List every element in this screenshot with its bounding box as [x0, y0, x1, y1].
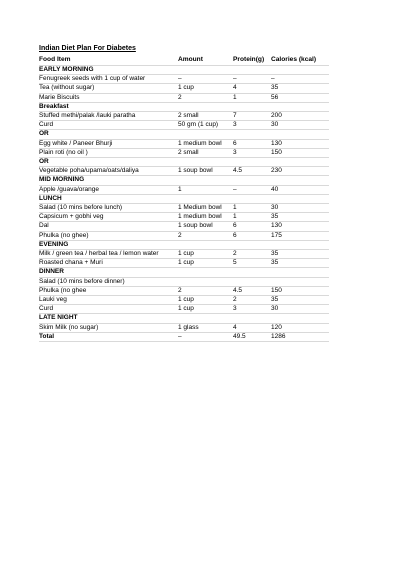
table-row	[39, 213, 329, 222]
protein-cell: 3	[233, 305, 271, 314]
calories-cell: 56	[271, 93, 329, 102]
calories-cell: 30	[271, 305, 329, 314]
calories-cell: 150	[271, 148, 329, 157]
food-item-cell: EARLY MORNING	[39, 66, 178, 75]
calories-cell	[271, 240, 329, 249]
protein-cell: 7	[233, 112, 271, 121]
calories-cell: 30	[271, 121, 329, 130]
table-row	[39, 286, 329, 295]
amount-cell: 1 Medium bowl	[178, 204, 233, 213]
calories-cell	[271, 176, 329, 185]
amount-cell: 1 soup bowl	[178, 167, 233, 176]
amount-cell: 2	[178, 93, 233, 102]
calories-cell: 1286	[271, 332, 329, 341]
column-header-protein: Protein(g)	[233, 56, 271, 66]
table-row	[39, 222, 329, 231]
amount-cell: 1 cup	[178, 250, 233, 259]
amount-cell: 2 small	[178, 148, 233, 157]
food-item-cell: Egg white / Paneer Bhurji	[39, 139, 178, 148]
amount-cell: –	[178, 332, 233, 341]
diet-plan-table-body	[39, 56, 329, 342]
food-item-cell: LATE NIGHT	[39, 314, 178, 323]
food-item-cell: Salad (10 mins before dinner)	[39, 277, 178, 286]
table-row	[39, 231, 329, 240]
protein-cell: –	[233, 75, 271, 84]
amount-cell	[178, 102, 233, 111]
protein-cell: 2	[233, 250, 271, 259]
section-heading-row	[39, 194, 329, 203]
amount-cell	[178, 158, 233, 167]
food-item-cell: Total	[39, 332, 178, 341]
food-item-cell: Marie Biscuits	[39, 93, 178, 102]
food-item-cell: Phulka (no ghee	[39, 286, 178, 295]
protein-cell	[233, 102, 271, 111]
protein-cell	[233, 130, 271, 139]
amount-cell: 1 soup bowl	[178, 222, 233, 231]
protein-cell	[233, 268, 271, 277]
food-item-cell: Apple /guava/orange	[39, 185, 178, 194]
section-heading-row	[39, 268, 329, 277]
amount-cell: 1 cup	[178, 296, 233, 305]
amount-cell	[178, 314, 233, 323]
amount-cell	[178, 194, 233, 203]
food-item-cell: OR	[39, 158, 178, 167]
calories-cell: 35	[271, 84, 329, 93]
food-item-cell: Vegetable poha/upama/oats/daliya	[39, 167, 178, 176]
protein-cell	[233, 158, 271, 167]
amount-cell: 1 cup	[178, 84, 233, 93]
calories-cell: 40	[271, 185, 329, 194]
calories-cell: 30	[271, 204, 329, 213]
total-row	[39, 332, 329, 341]
table-row	[39, 305, 329, 314]
column-header-amount: Amount	[178, 56, 233, 66]
calories-cell: 200	[271, 112, 329, 121]
protein-cell	[233, 314, 271, 323]
calories-cell: 150	[271, 286, 329, 295]
food-item-cell: Capsicum + gobhi veg	[39, 213, 178, 222]
calories-cell: 120	[271, 323, 329, 332]
section-heading-row	[39, 66, 329, 75]
amount-cell	[178, 240, 233, 249]
table-row	[39, 277, 329, 286]
table-row	[39, 93, 329, 102]
table-row	[39, 259, 329, 268]
food-item-cell: Plain roti (no oil )	[39, 148, 178, 157]
section-heading-row	[39, 314, 329, 323]
table-row	[39, 84, 329, 93]
amount-cell: 1 glass	[178, 323, 233, 332]
calories-cell: 175	[271, 231, 329, 240]
protein-cell: 4.5	[233, 167, 271, 176]
food-item-cell: Fenugreek seeds with 1 cup of water	[39, 75, 178, 84]
protein-cell: –	[233, 185, 271, 194]
amount-cell	[178, 277, 233, 286]
table-row	[39, 323, 329, 332]
table-row	[39, 75, 329, 84]
table-header-row	[39, 56, 329, 66]
section-heading-row	[39, 130, 329, 139]
protein-cell: 6	[233, 231, 271, 240]
table-row	[39, 167, 329, 176]
food-item-cell: Milk / green tea / herbal tea / lemon water	[39, 250, 178, 259]
amount-cell: 2	[178, 286, 233, 295]
calories-cell	[271, 66, 329, 75]
protein-cell: 6	[233, 222, 271, 231]
protein-cell: 3	[233, 148, 271, 157]
calories-cell	[271, 314, 329, 323]
table-row	[39, 185, 329, 194]
calories-cell	[271, 268, 329, 277]
amount-cell: 1 cup	[178, 259, 233, 268]
food-item-cell: Skim Milk (no sugar)	[39, 323, 178, 332]
section-heading-row	[39, 158, 329, 167]
table-row	[39, 112, 329, 121]
calories-cell	[271, 158, 329, 167]
amount-cell: 1	[178, 185, 233, 194]
calories-cell: 230	[271, 167, 329, 176]
protein-cell: 4.5	[233, 286, 271, 295]
table-row	[39, 204, 329, 213]
calories-cell: 35	[271, 296, 329, 305]
food-item-cell: Phulka (no ghee)	[39, 231, 178, 240]
table-row	[39, 148, 329, 157]
food-item-cell: EVENING	[39, 240, 178, 249]
food-item-cell: MID MORNING	[39, 176, 178, 185]
food-item-cell: Dal	[39, 222, 178, 231]
protein-cell	[233, 194, 271, 203]
amount-cell: 2	[178, 231, 233, 240]
section-heading-row	[39, 102, 329, 111]
food-item-cell: Curd	[39, 121, 178, 130]
protein-cell: 3	[233, 121, 271, 130]
amount-cell: 2 small	[178, 112, 233, 121]
table-row	[39, 121, 329, 130]
protein-cell: 1	[233, 204, 271, 213]
calories-cell: 35	[271, 213, 329, 222]
food-item-cell: Salad (10 mins before lunch)	[39, 204, 178, 213]
amount-cell: 50 gm (1 cup)	[178, 121, 233, 130]
table-row	[39, 250, 329, 259]
amount-cell: 1 cup	[178, 305, 233, 314]
document-title: Indian Diet Plan For Diabetes	[39, 45, 136, 52]
calories-cell: 130	[271, 222, 329, 231]
food-item-cell: Stuffed methi/palak /lauki paratha	[39, 112, 178, 121]
protein-cell: 4	[233, 323, 271, 332]
calories-cell	[271, 277, 329, 286]
food-item-cell: Curd	[39, 305, 178, 314]
column-header-food-item: Food Item	[39, 56, 178, 66]
amount-cell	[178, 130, 233, 139]
section-heading-row	[39, 240, 329, 249]
calories-cell	[271, 194, 329, 203]
protein-cell: 5	[233, 259, 271, 268]
food-item-cell: Roasted chana + Muri	[39, 259, 178, 268]
food-item-cell: DINNER	[39, 268, 178, 277]
protein-cell: 2	[233, 296, 271, 305]
protein-cell: 1	[233, 93, 271, 102]
protein-cell: 6	[233, 139, 271, 148]
protein-cell	[233, 240, 271, 249]
section-heading-row	[39, 176, 329, 185]
diet-plan-table	[39, 56, 329, 342]
amount-cell: –	[178, 75, 233, 84]
food-item-cell: Tea (without sugar)	[39, 84, 178, 93]
calories-cell: 35	[271, 250, 329, 259]
protein-cell	[233, 176, 271, 185]
food-item-cell: Lauki veg	[39, 296, 178, 305]
column-header-calories: Calories (kcal)	[271, 56, 329, 66]
protein-cell	[233, 66, 271, 75]
calories-cell: 35	[271, 259, 329, 268]
calories-cell: 130	[271, 139, 329, 148]
food-item-cell: Breakfast	[39, 102, 178, 111]
calories-cell: –	[271, 75, 329, 84]
amount-cell	[178, 66, 233, 75]
food-item-cell: LUNCH	[39, 194, 178, 203]
amount-cell: 1 medium bowl	[178, 213, 233, 222]
amount-cell	[178, 176, 233, 185]
table-row	[39, 296, 329, 305]
calories-cell	[271, 130, 329, 139]
calories-cell	[271, 102, 329, 111]
protein-cell	[233, 277, 271, 286]
amount-cell: 1 medium bowl	[178, 139, 233, 148]
protein-cell: 4	[233, 84, 271, 93]
protein-cell: 49.5	[233, 332, 271, 341]
protein-cell: 1	[233, 213, 271, 222]
table-row	[39, 139, 329, 148]
amount-cell	[178, 268, 233, 277]
food-item-cell: OR	[39, 130, 178, 139]
